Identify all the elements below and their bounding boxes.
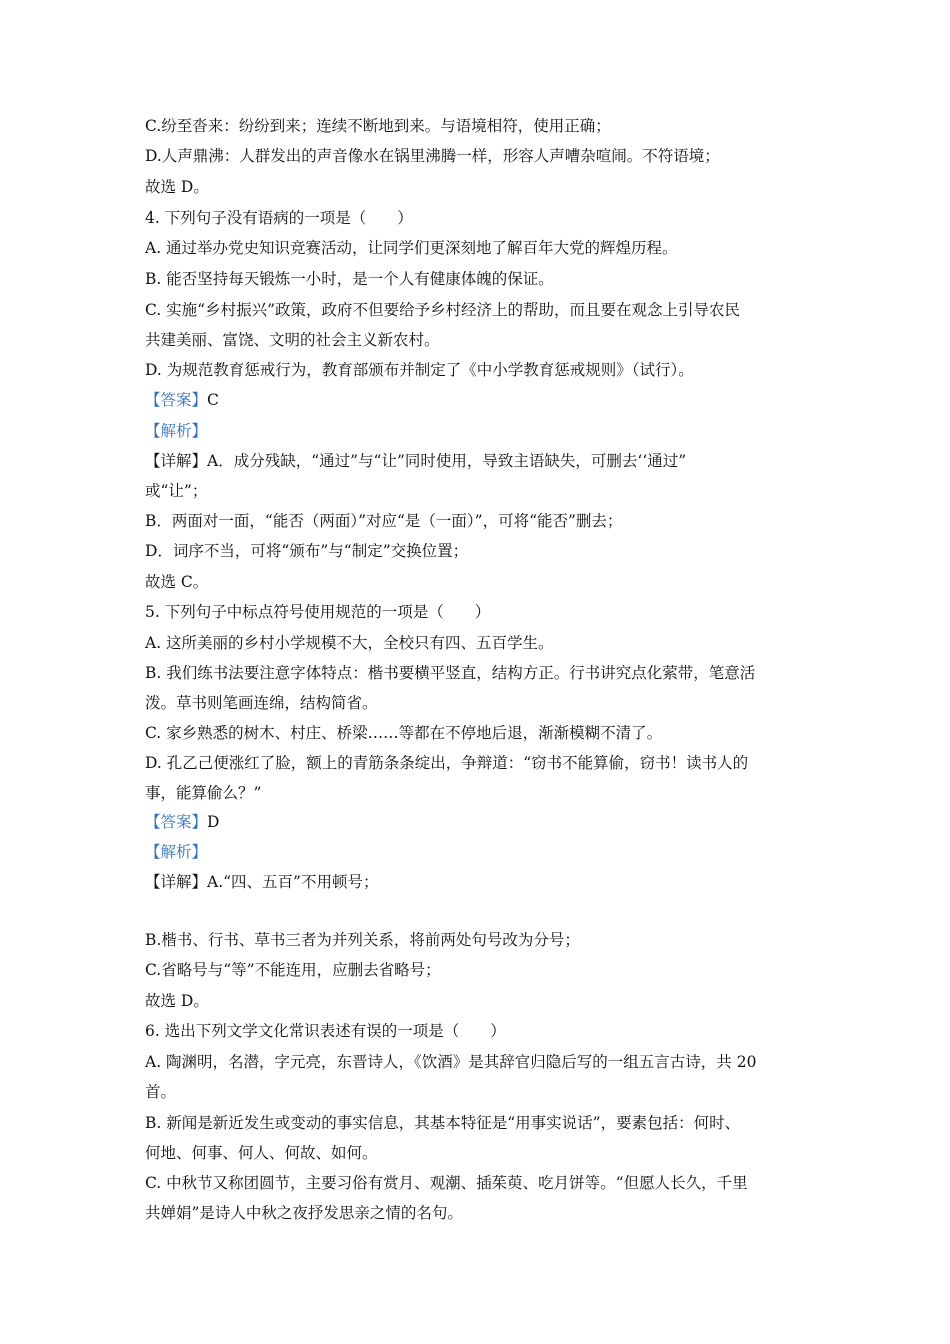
option-c-explanation: C.纷至沓来：纷纷到来；连续不断地到来。与语境相符，使用正确；: [145, 117, 611, 135]
question-5-analysis: [145, 842, 815, 862]
analysis-tag: 【解析】: [145, 843, 208, 861]
question-5-detail-a: 【详解】A.“四、五百”不用顿号；: [145, 873, 379, 891]
question-6-option-b-continued: 何地、何事、何人、何故、如何。: [145, 1144, 378, 1162]
answer-tag: 【答案】: [145, 391, 208, 409]
question-4-stem: 4. 下列句子没有语病的一项是（ ）: [145, 209, 413, 227]
question-4-option-c-continued: 共建美丽、富饶、文明的社会主义新农村。: [145, 331, 440, 349]
question-4-choice: 故选 C。: [145, 573, 209, 591]
analysis-tag: 【解析】: [145, 422, 208, 440]
question-5-option-c: C. 家乡熟悉的树木、村庄、桥梁……等都在不停地后退，渐渐模糊不清了。: [145, 724, 663, 742]
question-6-option-a-continued: 首。: [145, 1083, 177, 1101]
question-4-detail-b: B．两面对一面，“能否（两面）”对应“是（一面）”，可将“能否”删去；: [145, 512, 623, 530]
question-6-option-c-continued: 共婵娟”是诗人中秋之夜抒发思亲之情的名句。: [145, 1204, 463, 1222]
question-4-option-b: B. 能否坚持每天锻炼一小时，是一个人有健康体魄的保证。: [145, 270, 554, 288]
question-5-choice: 故选 D。: [145, 992, 209, 1010]
question-5-stem: 5. 下列句子中标点符号使用规范的一项是（ ）: [145, 603, 491, 621]
answer-value: C: [207, 391, 219, 409]
question-5-detail-c: C.省略号与“等”不能连用，应删去省略号；: [145, 961, 441, 979]
question-4-detail-a: 【详解】A．成分残缺，“通过”与“让”同时使用，导致主语缺失，可删去‘‘通过”: [145, 452, 687, 470]
question-6-option-b: B. 新闻是新近发生或变动的事实信息，其基本特征是“用事实说话”，要素包括：何时、: [145, 1114, 741, 1132]
question-4-detail-d: D．词序不当，可将“颁布”与“制定”交换位置；: [145, 542, 469, 560]
question-4-option-c: C. 实施“乡村振兴”政策，政府不但要给予乡村经济上的帮助，而且要在观念上引导农民: [145, 301, 741, 319]
question-6-option-c: C. 中秋节又称团圆节，主要习俗有赏月、观潮、插茱萸、吃月饼等。“但愿人长久，千里: [145, 1174, 748, 1192]
question-6-stem: 6. 选出下列文学文化常识表述有误的一项是（ ）: [145, 1022, 506, 1040]
question-5-option-a: A. 这所美丽的乡村小学规模不大，全校只有四、五百学生。: [145, 634, 554, 652]
question-6-option-a: A. 陶渊明，名潜，字元亮，东晋诗人，《饮酒》是其辞官归隐后写的一组五言古诗，共 20: [145, 1053, 757, 1071]
question-5-option-d: D. 孔乙己便涨红了脸，额上的青筋条条绽出，争辩道：“窃书不能算偷，窃书！读书人的: [145, 754, 749, 772]
option-d-explanation: D.人声鼎沸：人群发出的声音像水在锅里沸腾一样，形容人声嘈杂喧闹。不符语境；: [145, 147, 720, 165]
question-5-answer: [145, 812, 815, 832]
question-4-detail-a-continued: 或“让”；: [145, 482, 208, 500]
question-4-option-d: D. 为规范教育惩戒行为，教育部颁布并制定了《中小学教育惩戒规则》（试行）。: [145, 361, 694, 379]
question-5-option-d-continued: 事，能算偷么？”: [145, 784, 262, 802]
question-5-option-b: B. 我们练书法要注意字体特点：楷书要横平竖直，结构方正。行书讲究点化萦带，笔意活: [145, 664, 756, 682]
answer-tag: 【答案】: [145, 813, 208, 831]
question-5-option-b-continued: 泼。草书则笔画连绵，结构简省。: [145, 694, 378, 712]
answer-value: D: [207, 813, 220, 831]
question-4-option-a: A. 通过举办党史知识竞赛活动，让同学们更深刻地了解百年大党的辉煌历程。: [145, 239, 678, 257]
question-5-detail-b: B.楷书、行书、草书三者为并列关系，将前两处句号改为分号；: [145, 931, 580, 949]
question-4-answer: [145, 390, 815, 410]
answer-choice-line: 故选 D。: [145, 178, 209, 196]
question-4-analysis: [145, 421, 815, 441]
